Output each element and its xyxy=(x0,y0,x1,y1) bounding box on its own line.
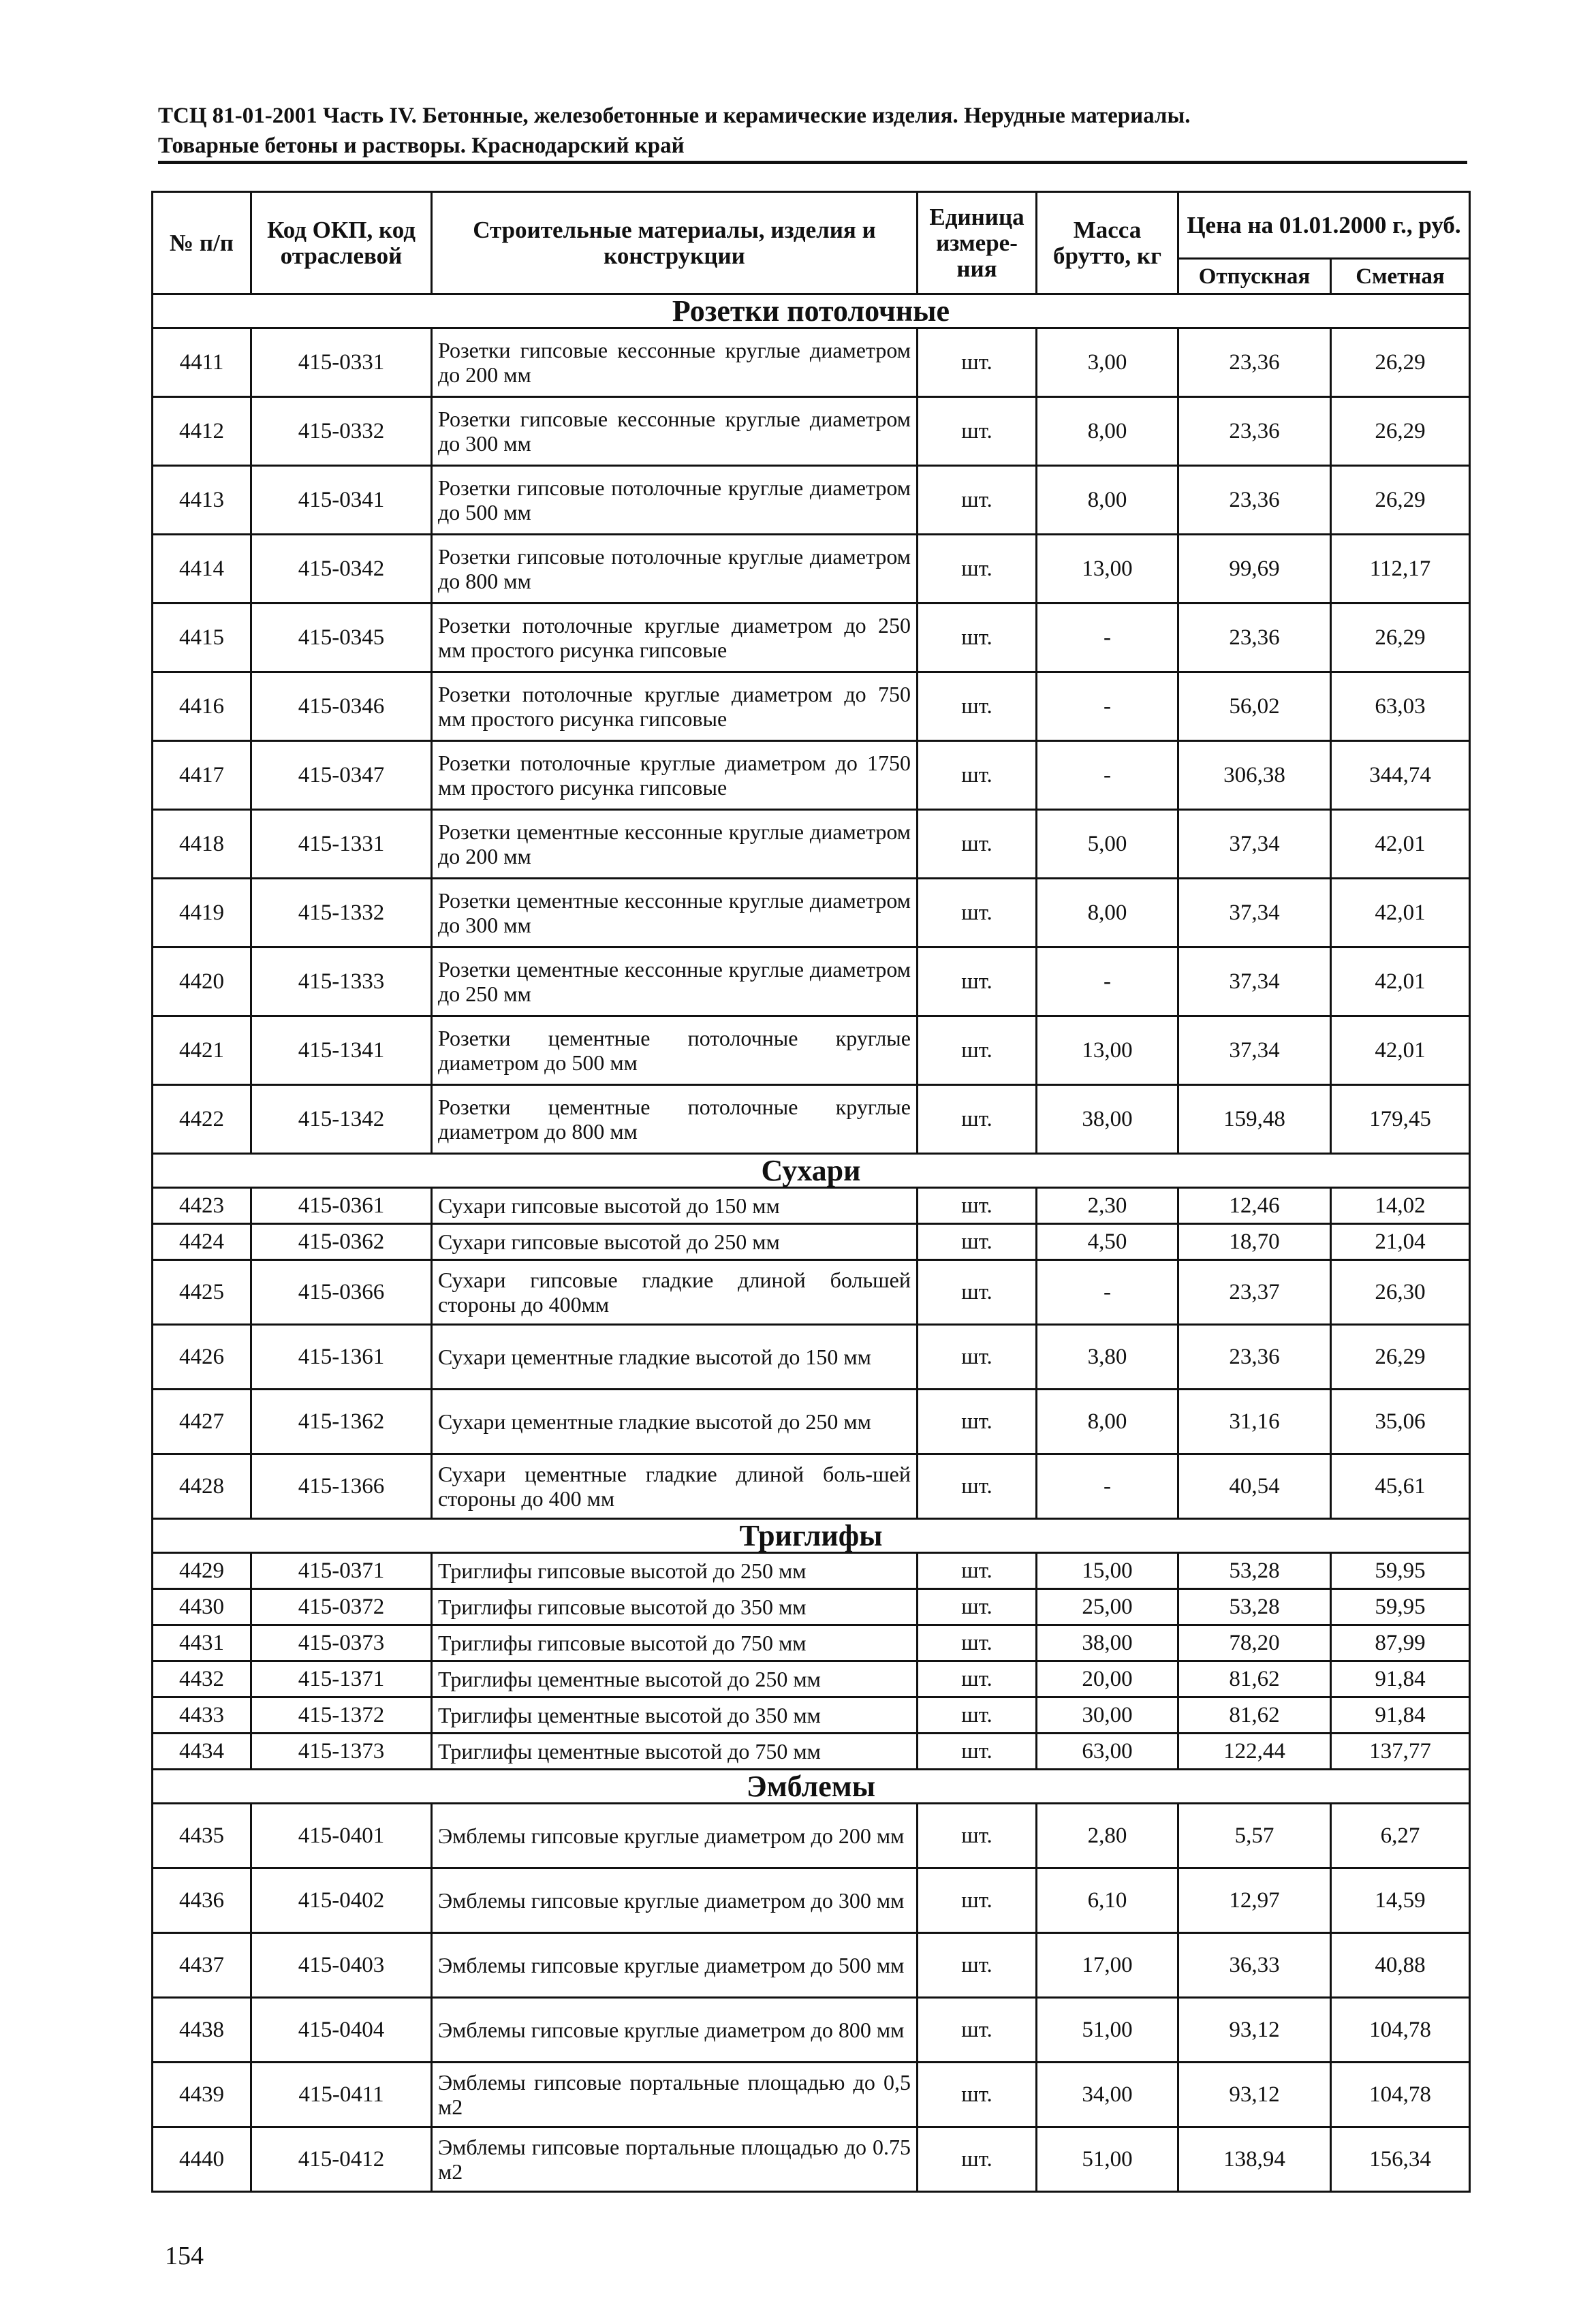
cell-smet: 59,95 xyxy=(1331,1589,1470,1625)
cell-smet: 26,29 xyxy=(1331,1325,1470,1390)
cell-num: 4417 xyxy=(153,741,251,810)
cell-name: Розетки потолочные круглые диаметром до 1750 мм простого рисунка гипсовые xyxy=(432,741,918,810)
table-row xyxy=(153,879,1470,947)
cell-num: 4434 xyxy=(153,1734,251,1770)
cell-num: 4431 xyxy=(153,1625,251,1661)
cell-mass: 8,00 xyxy=(1037,466,1178,535)
cell-code: 415-1373 xyxy=(251,1734,432,1770)
cell-unit: шт. xyxy=(918,672,1037,741)
cell-code: 415-0401 xyxy=(251,1804,432,1868)
cell-otp: 23,36 xyxy=(1178,328,1331,397)
cell-unit: шт. xyxy=(918,1260,1037,1325)
cell-code: 415-1361 xyxy=(251,1325,432,1390)
cell-unit: шт. xyxy=(918,1390,1037,1454)
header-line-2: Товарные бетоны и растворы. Краснодарский край xyxy=(158,134,685,158)
cell-code: 415-0372 xyxy=(251,1589,432,1625)
table-row xyxy=(153,672,1470,741)
cell-smet: 26,29 xyxy=(1331,397,1470,466)
cell-unit: шт. xyxy=(918,1868,1037,1933)
cell-name: Сухари цементные гладкие высотой до 250 мм xyxy=(432,1390,918,1454)
cell-unit: шт. xyxy=(918,466,1037,535)
cell-smet: 59,95 xyxy=(1331,1553,1470,1589)
cell-otp: 122,44 xyxy=(1178,1734,1331,1770)
cell-unit: шт. xyxy=(918,1224,1037,1260)
cell-name: Сухари цементные гладкие длиной боль-шей стороны до 400 мм xyxy=(432,1454,918,1519)
table-row xyxy=(153,1188,1470,1224)
cell-num: 4440 xyxy=(153,2127,251,2192)
cell-code: 415-0331 xyxy=(251,328,432,397)
cell-smet: 156,34 xyxy=(1331,2127,1470,2192)
cell-otp: 23,36 xyxy=(1178,1325,1331,1390)
cell-unit: шт. xyxy=(918,1998,1037,2063)
cell-num: 4430 xyxy=(153,1589,251,1625)
table-row xyxy=(153,397,1470,466)
cell-num: 4416 xyxy=(153,672,251,741)
cell-mass: 8,00 xyxy=(1037,879,1178,947)
cell-num: 4419 xyxy=(153,879,251,947)
cell-mass: 2,30 xyxy=(1037,1188,1178,1224)
cell-name: Розетки гипсовые потолочные круглые диаметром до 800 мм xyxy=(432,535,918,604)
cell-otp: 53,28 xyxy=(1178,1553,1331,1589)
cell-name: Эмблемы гипсовые портальные площадью до 0.75 м2 xyxy=(432,2127,918,2192)
cell-smet: 45,61 xyxy=(1331,1454,1470,1519)
cell-unit: шт. xyxy=(918,2127,1037,2192)
table-row xyxy=(153,1016,1470,1085)
cell-code: 415-0361 xyxy=(251,1188,432,1224)
cell-otp: 53,28 xyxy=(1178,1589,1331,1625)
cell-otp: 93,12 xyxy=(1178,2063,1331,2127)
cell-unit: шт. xyxy=(918,1085,1037,1154)
col-header-unit: Единица измере- ния xyxy=(918,192,1037,294)
table-row xyxy=(153,1325,1470,1390)
cell-otp: 37,34 xyxy=(1178,810,1331,879)
cell-code: 415-0402 xyxy=(251,1868,432,1933)
cell-name: Эмблемы гипсовые круглые диаметром до 800 мм xyxy=(432,1998,918,2063)
cell-code: 415-1366 xyxy=(251,1454,432,1519)
cell-unit: шт. xyxy=(918,397,1037,466)
cell-mass: 38,00 xyxy=(1037,1625,1178,1661)
section-title: Эмблемы xyxy=(153,1770,1470,1804)
page-header xyxy=(158,101,1466,161)
cell-code: 415-1342 xyxy=(251,1085,432,1154)
cell-smet: 112,17 xyxy=(1331,535,1470,604)
cell-smet: 14,02 xyxy=(1331,1188,1470,1224)
cell-mass: 8,00 xyxy=(1037,1390,1178,1454)
cell-mass: 15,00 xyxy=(1037,1553,1178,1589)
cell-mass: 30,00 xyxy=(1037,1697,1178,1734)
cell-name: Розетки цементные потолочные круглые диаметром до 500 мм xyxy=(432,1016,918,1085)
cell-otp: 12,97 xyxy=(1178,1868,1331,1933)
cell-otp: 56,02 xyxy=(1178,672,1331,741)
cell-smet: 137,77 xyxy=(1331,1734,1470,1770)
cell-code: 415-1333 xyxy=(251,947,432,1016)
table-row xyxy=(153,1085,1470,1154)
table-row xyxy=(153,604,1470,672)
col-header-smet: Сметная xyxy=(1331,259,1470,294)
cell-name: Эмблемы гипсовые портальные площадью до 0,5 м2 xyxy=(432,2063,918,2127)
cell-unit: шт. xyxy=(918,1325,1037,1390)
cell-unit: шт. xyxy=(918,1016,1037,1085)
cell-mass: 51,00 xyxy=(1037,2127,1178,2192)
cell-code: 415-1371 xyxy=(251,1661,432,1697)
table-row xyxy=(153,1260,1470,1325)
cell-smet: 42,01 xyxy=(1331,947,1470,1016)
cell-otp: 18,70 xyxy=(1178,1224,1331,1260)
table-row xyxy=(153,328,1470,397)
cell-code: 415-1341 xyxy=(251,1016,432,1085)
cell-unit: шт. xyxy=(918,1734,1037,1770)
cell-otp: 23,36 xyxy=(1178,466,1331,535)
cell-otp: 40,54 xyxy=(1178,1454,1331,1519)
cell-num: 4412 xyxy=(153,397,251,466)
cell-mass: 8,00 xyxy=(1037,397,1178,466)
cell-smet: 26,29 xyxy=(1331,604,1470,672)
table-row xyxy=(153,1553,1470,1589)
cell-code: 415-1331 xyxy=(251,810,432,879)
section-header-row xyxy=(153,1519,1470,1553)
cell-name: Розетки гипсовые кессонные круглые диаметром до 300 мм xyxy=(432,397,918,466)
cell-mass: - xyxy=(1037,672,1178,741)
cell-mass: 5,00 xyxy=(1037,810,1178,879)
cell-smet: 344,74 xyxy=(1331,741,1470,810)
cell-mass: - xyxy=(1037,604,1178,672)
section-title: Розетки потолочные xyxy=(153,294,1470,328)
cell-code: 415-0371 xyxy=(251,1553,432,1589)
col-header-name: Строительные материалы, изделия и конструкции xyxy=(432,192,918,294)
cell-code: 415-0341 xyxy=(251,466,432,535)
header-line-1: ТСЦ 81-01-2001 Часть IV. Бетонные, железобетонные и керамические изделия. Нерудные материалы. xyxy=(158,104,1191,128)
cell-otp: 81,62 xyxy=(1178,1697,1331,1734)
cell-name: Триглифы цементные высотой до 250 мм xyxy=(432,1661,918,1697)
cell-otp: 99,69 xyxy=(1178,535,1331,604)
table-row xyxy=(153,1224,1470,1260)
cell-code: 415-0332 xyxy=(251,397,432,466)
table-row xyxy=(153,1697,1470,1734)
col-header-price: Цена на 01.01.2000 г., руб. xyxy=(1178,192,1470,259)
cell-otp: 78,20 xyxy=(1178,1625,1331,1661)
cell-name: Розетки цементные потолочные круглые диаметром до 800 мм xyxy=(432,1085,918,1154)
cell-code: 415-0346 xyxy=(251,672,432,741)
cell-otp: 81,62 xyxy=(1178,1661,1331,1697)
table-row xyxy=(153,1868,1470,1933)
cell-unit: шт. xyxy=(918,604,1037,672)
cell-mass: 4,50 xyxy=(1037,1224,1178,1260)
cell-mass: - xyxy=(1037,741,1178,810)
cell-mass: 2,80 xyxy=(1037,1804,1178,1868)
cell-name: Эмблемы гипсовые круглые диаметром до 200 мм xyxy=(432,1804,918,1868)
cell-num: 4423 xyxy=(153,1188,251,1224)
cell-num: 4438 xyxy=(153,1998,251,2063)
cell-unit: шт. xyxy=(918,1697,1037,1734)
cell-unit: шт. xyxy=(918,535,1037,604)
cell-mass: - xyxy=(1037,1260,1178,1325)
table-row xyxy=(153,1804,1470,1868)
cell-smet: 179,45 xyxy=(1331,1085,1470,1154)
cell-smet: 6,27 xyxy=(1331,1804,1470,1868)
cell-otp: 31,16 xyxy=(1178,1390,1331,1454)
section-title: Сухари xyxy=(153,1154,1470,1188)
cell-otp: 306,38 xyxy=(1178,741,1331,810)
cell-num: 4433 xyxy=(153,1697,251,1734)
cell-unit: шт. xyxy=(918,741,1037,810)
table-body xyxy=(153,294,1470,2192)
cell-num: 4411 xyxy=(153,328,251,397)
cell-mass: 51,00 xyxy=(1037,1998,1178,2063)
cell-name: Розетки гипсовые кессонные круглые диаметром до 200 мм xyxy=(432,328,918,397)
table-row xyxy=(153,810,1470,879)
table-row xyxy=(153,1998,1470,2063)
cell-code: 415-0347 xyxy=(251,741,432,810)
cell-num: 4437 xyxy=(153,1933,251,1998)
cell-smet: 35,06 xyxy=(1331,1390,1470,1454)
section-header-row xyxy=(153,1154,1470,1188)
cell-num: 4439 xyxy=(153,2063,251,2127)
cell-num: 4428 xyxy=(153,1454,251,1519)
table-row xyxy=(153,1390,1470,1454)
cell-num: 4435 xyxy=(153,1804,251,1868)
cell-name: Розетки потолочные круглые диаметром до 250 мм простого рисунка гипсовые xyxy=(432,604,918,672)
cell-mass: 6,10 xyxy=(1037,1868,1178,1933)
cell-smet: 42,01 xyxy=(1331,810,1470,879)
col-header-code: Код ОКП, код отраслевой xyxy=(251,192,432,294)
cell-num: 4432 xyxy=(153,1661,251,1697)
col-header-num: № п/п xyxy=(153,192,251,294)
cell-otp: 37,34 xyxy=(1178,1016,1331,1085)
cell-num: 4420 xyxy=(153,947,251,1016)
table-row xyxy=(153,1734,1470,1770)
cell-num: 4429 xyxy=(153,1553,251,1589)
cell-otp: 12,46 xyxy=(1178,1188,1331,1224)
cell-unit: шт. xyxy=(918,1625,1037,1661)
cell-smet: 40,88 xyxy=(1331,1933,1470,1998)
cell-code: 415-0373 xyxy=(251,1625,432,1661)
cell-unit: шт. xyxy=(918,1589,1037,1625)
cell-otp: 36,33 xyxy=(1178,1933,1331,1998)
cell-num: 4413 xyxy=(153,466,251,535)
section-header-row xyxy=(153,294,1470,328)
cell-unit: шт. xyxy=(918,328,1037,397)
cell-code: 415-0411 xyxy=(251,2063,432,2127)
cell-num: 4422 xyxy=(153,1085,251,1154)
cell-unit: шт. xyxy=(918,1661,1037,1697)
cell-name: Триглифы гипсовые высотой до 250 мм xyxy=(432,1553,918,1589)
cell-code: 415-1332 xyxy=(251,879,432,947)
cell-smet: 26,30 xyxy=(1331,1260,1470,1325)
header-rule xyxy=(158,161,1467,164)
cell-mass: - xyxy=(1037,947,1178,1016)
cell-otp: 138,94 xyxy=(1178,2127,1331,2192)
cell-num: 4414 xyxy=(153,535,251,604)
cell-mass: 34,00 xyxy=(1037,2063,1178,2127)
cell-otp: 23,36 xyxy=(1178,397,1331,466)
cell-smet: 91,84 xyxy=(1331,1661,1470,1697)
cell-name: Триглифы цементные высотой до 750 мм xyxy=(432,1734,918,1770)
cell-code: 415-0366 xyxy=(251,1260,432,1325)
cell-unit: шт. xyxy=(918,2063,1037,2127)
cell-unit: шт. xyxy=(918,1553,1037,1589)
cell-name: Сухари гипсовые высотой до 150 мм xyxy=(432,1188,918,1224)
cell-mass: 17,00 xyxy=(1037,1933,1178,1998)
cell-otp: 5,57 xyxy=(1178,1804,1331,1868)
cell-unit: шт. xyxy=(918,1933,1037,1998)
cell-otp: 23,37 xyxy=(1178,1260,1331,1325)
cell-unit: шт. xyxy=(918,1454,1037,1519)
cell-unit: шт. xyxy=(918,947,1037,1016)
price-table xyxy=(151,191,1471,2193)
table-row xyxy=(153,535,1470,604)
table-row xyxy=(153,1589,1470,1625)
cell-num: 4415 xyxy=(153,604,251,672)
cell-name: Розетки цементные кессонные круглые диаметром до 250 мм xyxy=(432,947,918,1016)
cell-name: Сухари цементные гладкие высотой до 150 мм xyxy=(432,1325,918,1390)
cell-num: 4426 xyxy=(153,1325,251,1390)
cell-smet: 91,84 xyxy=(1331,1697,1470,1734)
cell-otp: 93,12 xyxy=(1178,1998,1331,2063)
table-row xyxy=(153,1933,1470,1998)
cell-name: Сухари гипсовые гладкие длиной большей стороны до 400мм xyxy=(432,1260,918,1325)
page-number: 154 xyxy=(165,2242,204,2270)
cell-num: 4425 xyxy=(153,1260,251,1325)
cell-code: 415-0362 xyxy=(251,1224,432,1260)
cell-smet: 26,29 xyxy=(1331,466,1470,535)
cell-otp: 159,48 xyxy=(1178,1085,1331,1154)
table-row xyxy=(153,2127,1470,2192)
cell-num: 4436 xyxy=(153,1868,251,1933)
cell-mass: 13,00 xyxy=(1037,1016,1178,1085)
cell-unit: шт. xyxy=(918,1188,1037,1224)
cell-code: 415-0403 xyxy=(251,1933,432,1998)
cell-code: 415-0412 xyxy=(251,2127,432,2192)
table-row xyxy=(153,466,1470,535)
cell-name: Розетки цементные кессонные круглые диаметром до 300 мм xyxy=(432,879,918,947)
cell-name: Триглифы цементные высотой до 350 мм xyxy=(432,1697,918,1734)
table-row xyxy=(153,1661,1470,1697)
cell-smet: 104,78 xyxy=(1331,2063,1470,2127)
section-header-row xyxy=(153,1770,1470,1804)
cell-code: 415-0404 xyxy=(251,1998,432,2063)
cell-mass: 3,00 xyxy=(1037,328,1178,397)
cell-mass: - xyxy=(1037,1454,1178,1519)
cell-num: 4421 xyxy=(153,1016,251,1085)
cell-smet: 87,99 xyxy=(1331,1625,1470,1661)
cell-name: Розетки гипсовые потолочные круглые диаметром до 500 мм xyxy=(432,466,918,535)
cell-code: 415-1372 xyxy=(251,1697,432,1734)
cell-code: 415-0345 xyxy=(251,604,432,672)
cell-name: Сухари гипсовые высотой до 250 мм xyxy=(432,1224,918,1260)
cell-num: 4418 xyxy=(153,810,251,879)
cell-unit: шт. xyxy=(918,879,1037,947)
cell-mass: 3,80 xyxy=(1037,1325,1178,1390)
cell-smet: 14,59 xyxy=(1331,1868,1470,1933)
cell-name: Эмблемы гипсовые круглые диаметром до 500 мм xyxy=(432,1933,918,1998)
cell-unit: шт. xyxy=(918,1804,1037,1868)
table-row xyxy=(153,2063,1470,2127)
cell-smet: 21,04 xyxy=(1331,1224,1470,1260)
cell-name: Розетки потолочные круглые диаметром до 750 мм простого рисунка гипсовые xyxy=(432,672,918,741)
cell-name: Триглифы гипсовые высотой до 350 мм xyxy=(432,1589,918,1625)
cell-smet: 104,78 xyxy=(1331,1998,1470,2063)
cell-smet: 26,29 xyxy=(1331,328,1470,397)
cell-mass: 38,00 xyxy=(1037,1085,1178,1154)
cell-mass: 20,00 xyxy=(1037,1661,1178,1697)
cell-num: 4424 xyxy=(153,1224,251,1260)
cell-mass: 25,00 xyxy=(1037,1589,1178,1625)
col-header-otp: Отпускная xyxy=(1178,259,1331,294)
cell-smet: 42,01 xyxy=(1331,879,1470,947)
cell-mass: 13,00 xyxy=(1037,535,1178,604)
cell-unit: шт. xyxy=(918,810,1037,879)
cell-otp: 37,34 xyxy=(1178,879,1331,947)
cell-code: 415-1362 xyxy=(251,1390,432,1454)
cell-otp: 37,34 xyxy=(1178,947,1331,1016)
cell-num: 4427 xyxy=(153,1390,251,1454)
cell-smet: 63,03 xyxy=(1331,672,1470,741)
cell-code: 415-0342 xyxy=(251,535,432,604)
cell-smet: 42,01 xyxy=(1331,1016,1470,1085)
cell-name: Розетки цементные кессонные круглые диаметром до 200 мм xyxy=(432,810,918,879)
table-row xyxy=(153,947,1470,1016)
cell-otp: 23,36 xyxy=(1178,604,1331,672)
cell-mass: 63,00 xyxy=(1037,1734,1178,1770)
cell-name: Триглифы гипсовые высотой до 750 мм xyxy=(432,1625,918,1661)
cell-name: Эмблемы гипсовые круглые диаметром до 300 мм xyxy=(432,1868,918,1933)
section-title: Триглифы xyxy=(153,1519,1470,1553)
table-row xyxy=(153,1625,1470,1661)
col-header-mass: Масса брутто, кг xyxy=(1037,192,1178,294)
table-row xyxy=(153,1454,1470,1519)
table-row xyxy=(153,741,1470,810)
